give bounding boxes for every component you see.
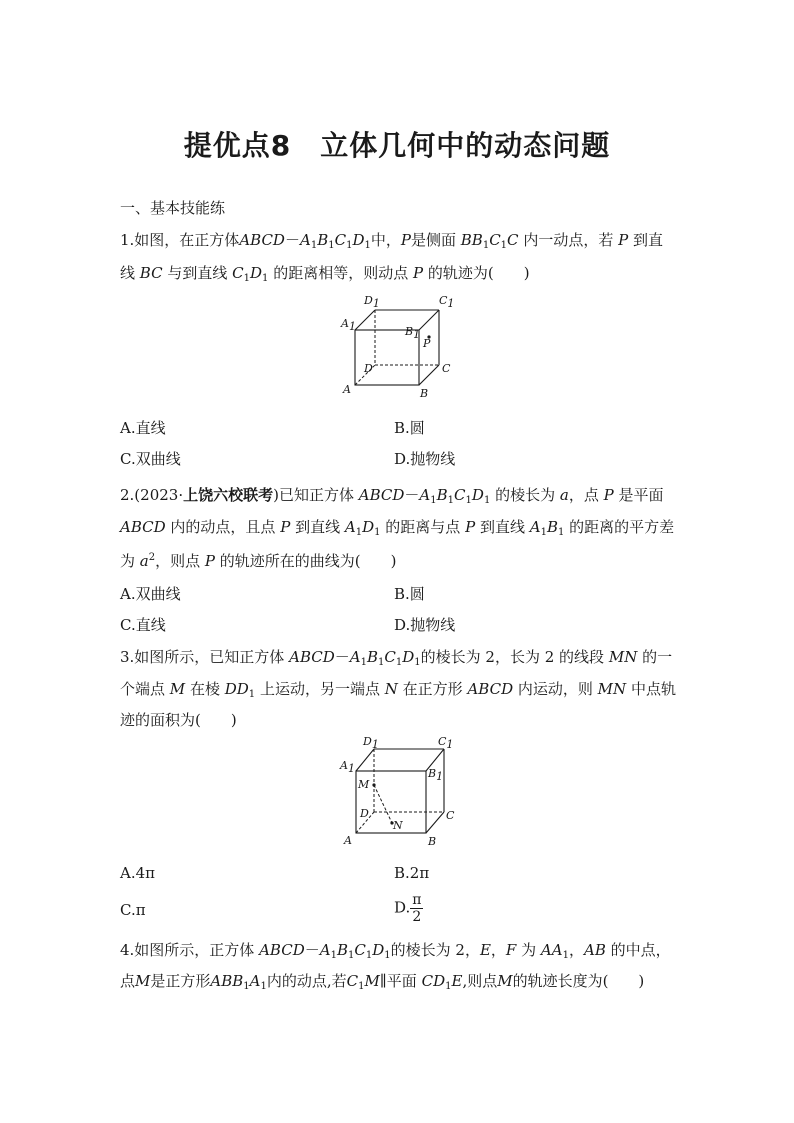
q3-line-3: 迹的面积为( ) — [120, 711, 237, 729]
label-c1: C1 — [439, 294, 455, 310]
label-a1: A1 — [340, 759, 355, 775]
q4-line-2: 点M是正方形$ABB_1A_1$内的动点,若$C_1M\parallel$平面 $CD_1E$,则点M的轨迹长度为( ) — [120, 972, 645, 992]
q2-option-c: C.直线 — [120, 616, 166, 634]
label-b: B — [428, 835, 437, 848]
label-c: C — [442, 362, 451, 375]
q1-line-1: 1.如图，在正方体$ABCD-A_1B_1C_1D_1$中，P是侧面 $BB_1C_1C$ 内一动点，若 P 到直 — [120, 231, 663, 251]
q2-option-b: B.圆 — [394, 585, 425, 603]
section-heading: 一、基本技能练 — [120, 199, 226, 217]
label-n: N — [393, 819, 403, 832]
label-a: A — [344, 834, 352, 847]
label-d: D — [364, 362, 373, 375]
q1-cube-figure — [335, 290, 465, 402]
q1-option-a: A.直线 — [120, 419, 166, 437]
label-b: B — [420, 387, 429, 400]
q1-option-b: B.圆 — [394, 419, 425, 437]
q4-line-1: 4.如图所示，正方体 $ABCD-A_1B_1C_1D_1$的棱长为 2，E，F 为 $AA_1$，AB 的中点， — [120, 941, 671, 961]
fraction-pi-over-2: $\frac{\pi}{2}$ — [412, 892, 422, 925]
q1-option-d: D.抛物线 — [394, 450, 456, 468]
q2-line-3: 为 $a^2$，则点 P 的轨迹所在的曲线为( ) — [120, 552, 397, 570]
label-m: M — [358, 778, 370, 791]
q3-line-2: 个端点 M 在棱 $DD_1$ 上运动，另一端点 N 在正方形 ABCD 内运动，则 MN 中点轨 — [120, 680, 676, 700]
label-b1: B1 — [405, 325, 421, 341]
q3-option-a: A.4π — [120, 864, 156, 882]
label-a1: A1 — [341, 317, 356, 333]
point-m-dot — [372, 783, 375, 786]
label-c1: C1 — [438, 735, 454, 751]
label-p: P — [423, 337, 431, 350]
label-d1: D1 — [364, 294, 380, 310]
q2-option-d: D.抛物线 — [394, 616, 456, 634]
q3-option-b: B.2π — [394, 864, 430, 882]
q3-option-d: D. $\frac{\pi}{2}$ — [394, 892, 422, 925]
q2-line-1: 2.(2023·上饶六校联考)已知正方体 $ABCD-A_1B_1C_1D_1$ 的棱长为 a，点 P 是平面 — [120, 486, 664, 506]
page-title: 提优点8 立体几何中的动态问题 — [183, 129, 611, 162]
label-c: C — [446, 809, 455, 822]
q1-option-c: C.双曲线 — [120, 450, 181, 468]
q2-line-2: ABCD 内的动点，且点 P 到直线 $A_1D_1$ 的距离与点 P 到直线 $A_1B_1$ 的距离的平方差 — [120, 518, 675, 538]
q2-option-a: A.双曲线 — [120, 585, 181, 603]
label-d1: D1 — [363, 735, 379, 751]
label-d: D — [360, 807, 369, 820]
label-b1: B1 — [428, 767, 444, 783]
q1-line-2: 线 BC 与到直线 $C_1D_1$ 的距离相等，则动点 P 的轨迹为( ) — [120, 264, 530, 284]
label-a: A — [343, 383, 351, 396]
q3-cube-figure — [338, 735, 463, 850]
q3-option-c: C.π — [120, 901, 146, 919]
q3-line-1: 3.如图所示，已知正方体 $ABCD-A_1B_1C_1D_1$的棱长为 2，长为 2 的线段 MN 的一 — [120, 648, 673, 668]
